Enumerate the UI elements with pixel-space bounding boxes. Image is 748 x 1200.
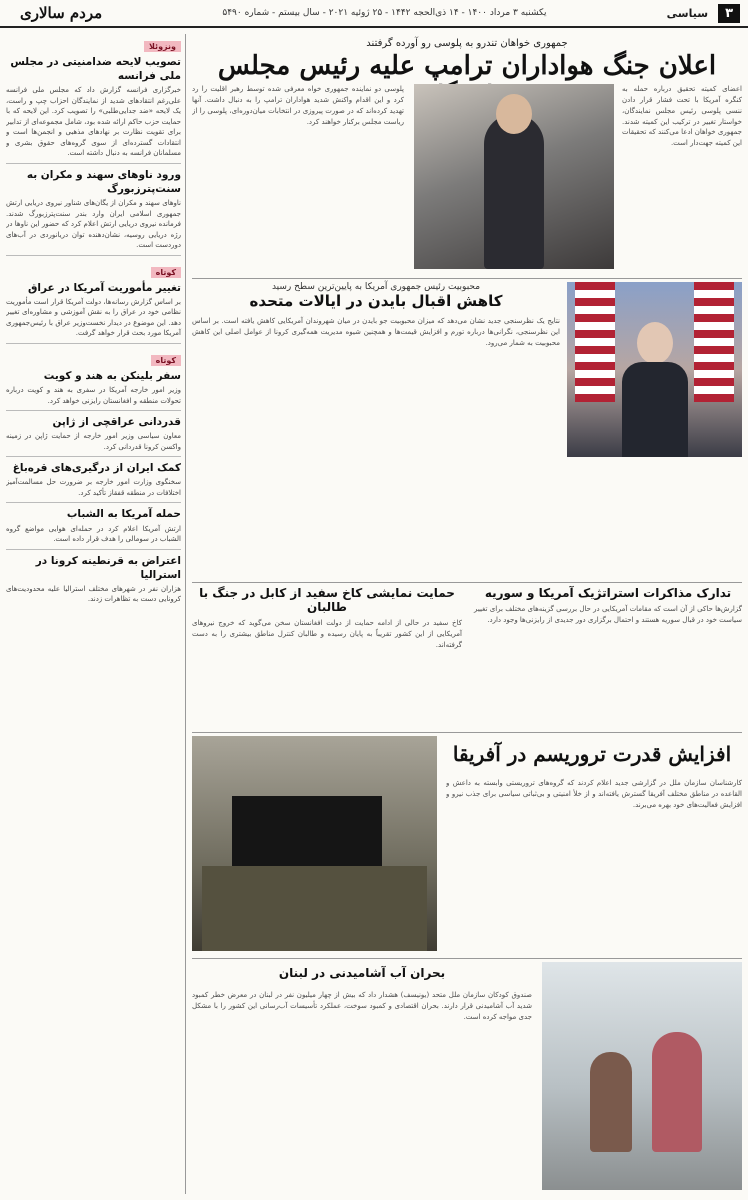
divider	[192, 582, 742, 583]
lebanon-body: صندوق کودکان سازمان ملل متحد (یونیسف) هشدار داد که بیش از چهار میلیون نفر در لبنان در معرض خطر کمبود شدید آب آشامیدنی قرار دارند. بحران اقتصادی و کمبود سوخت، عملکرد تأسیسات آب‌رسانی این کشور را با مشکل جدی مواجه کرده است.	[192, 991, 532, 1021]
brief-body: ناوهای سهند و مکران از یگان‌های شناور نیروی دریایی ارتش جمهوری اسلامی ایران وارد بندر سنت‌پترزبورگ شدند. فرمانده نیروی دریایی ارتش اعلام کرد که حضور این ناوها در رژه دریایی روسیه، نشان‌دهنده توان دریانوردی در آب‌های دوردست است.	[6, 199, 181, 250]
brief-item	[6, 34, 181, 159]
syria-body: گزارش‌ها حاکی از آن است که مقامات آمریکایی در حال بررسی گزینه‌های مختلف برای تغییر سیاست خود در قبال سوریه هستند و احتمال برگزاری دور جدیدی از رایزنی‌ها وجود دارد.	[474, 605, 742, 624]
afghan-headline[interactable]: حمایت نمایشی کاخ سفید از کابل در جنگ با طالبان	[199, 586, 455, 614]
brief-body: هزاران نفر در شهرهای مختلف استرالیا علیه محدودیت‌های کرونایی دست به تظاهرات زدند.	[6, 584, 181, 604]
flag-right-icon	[575, 282, 615, 402]
section-label: سیاسی	[666, 6, 709, 20]
lebanon-story	[192, 962, 742, 1194]
masthead	[0, 0, 748, 28]
newspaper-logo: مردم سالاری	[20, 4, 103, 22]
afghan-story	[192, 586, 462, 726]
brief-body: بر اساس گزارش رسانه‌ها، دولت آمریکا قرار است مأموریت نظامی خود در عراق را به نقش آموزشی و مشاوره‌ای تغییر دهد. این موضوع در دیدار نخست‌وزیر عراق با رئیس‌جمهوری آمریکا مورد بحث قرار خواهد گرفت.	[6, 297, 181, 338]
brief-item	[6, 168, 181, 251]
brief-tag: کوتاه	[151, 355, 181, 366]
divider	[6, 456, 181, 457]
flag-left-icon	[694, 282, 734, 402]
brief-body: خبرگزاری فرانسه گزارش داد که مجلس ملی فرانسه علی‌رغم انتقادهای شدید از نمایندگان احزاب چپ و راست، یک لایحه «ضد جدایی‌طلبی» را تصویب کرد. این لایحه که با حمایت حزب حاکم ارائه شده بود، شامل مجموعه‌ای از تدابیر برای تقویت نظارت بر نهادهای مذهبی و انجمن‌ها است و انتقادات گسترده‌ای از سوی گروه‌های حقوق بشری و مسلمانان فرانسه به دنبال داشته است.	[6, 86, 181, 158]
brief-body: ارتش آمریکا اعلام کرد در حمله‌ای هوایی مواضع گروه الشباب در سومالی را هدف قرار داده است.	[6, 524, 181, 544]
person-figure	[484, 114, 544, 269]
lebanon-headline[interactable]: بحران آب آشامیدنی در لبنان	[278, 966, 446, 980]
brief-item	[6, 507, 181, 544]
syria-headline[interactable]: تدارک مذاکرات استراتژیک آمریکا و سوریه	[484, 586, 732, 600]
afghan-body: کاخ سفید در حالی از ادامه حمایت از دولت افغانستان سخن می‌گوید که خروج نیروهای آمریکایی از این کشور تقریباً به پایان رسیده و طالبان کنترل مناطق بیشتری را به دست گرفته‌اند.	[192, 619, 462, 649]
brief-title[interactable]: ورود ناوهای سهند و مکران به سنت‌پترزبورگ	[26, 168, 181, 196]
divider	[6, 343, 181, 344]
lead-body-right: اعضای کمیته تحقیق درباره حمله به کنگره آمریکا با تحت فشار قرار دادن ننسی پلوسی رئیس مجلس نمایندگان، خواستار تغییر در ترکیب این کمیته شدند. جمهوری خواهان ادعا می‌کنند که تحقیقات این کمیته جهت‌دار است.	[622, 85, 742, 148]
person-figure	[590, 1052, 632, 1152]
brief-title[interactable]: اعتراض به قرنطینه کرونا در استرالیا	[35, 554, 181, 581]
brief-item	[6, 461, 181, 498]
biden-kicker: محبوبیت رئیس جمهوری آمریکا به پایین‌ترین سطح رسید	[271, 282, 481, 292]
brief-item	[6, 348, 181, 406]
divider	[6, 163, 181, 164]
brief-item	[6, 260, 181, 339]
lead-story	[192, 34, 742, 274]
brief-body: معاون سیاسی وزیر امور خارجه از حمایت ژاپن در زمینه واکسن کرونا قدردانی کرد.	[6, 432, 181, 451]
dateline: یکشنبه ۳ مرداد ۱۴۰۰ - ۱۴ ذی‌الحجه ۱۴۴۲ - ۲۵ ژوئیه ۲۰۲۱ - سال بیستم - شماره ۵۴۹۰	[222, 8, 547, 18]
person-figure	[622, 362, 688, 457]
main-content	[192, 34, 742, 1194]
brief-item	[6, 415, 181, 452]
page-number: ۳	[718, 4, 740, 23]
brief-body: وزیر امور خارجه آمریکا در سفری به هند و کویت درباره تحولات منطقه و افغانستان رایزنی خواهد کرد.	[6, 386, 181, 405]
brief-title[interactable]: کمک ایران از درگیری‌های قره‌باغ	[12, 462, 181, 475]
divider	[192, 958, 742, 959]
divider	[6, 255, 181, 256]
africa-body: کارشناسان سازمان ملل در گزارشی جدید اعلام کردند که گروه‌های تروریستی وابسته به داعش و القاعده در مناطق مختلف آفریقا گسترش یافته‌اند و از خلأ امنیتی و بی‌ثباتی سیاسی برای جذب نیرو و افزایش فعالیت‌های خود بهره می‌برند.	[446, 779, 742, 809]
lead-body-left: پلوسی دو نماینده جمهوری خواه معرفی شده توسط رهبر اقلیت را رد کرد و این اقدام واکنش شدید هواداران ترامپ را به دنبال داشت. آنها تهدید کرده‌اند که در صورت پیروزی در انتخابات میان‌دوره‌ای، پلوسی را از ریاست مجلس برکنار خواهند کرد.	[192, 85, 404, 126]
africa-photo	[192, 736, 437, 951]
divider	[192, 278, 742, 279]
brief-body: سخنگوی وزارت امور خارجه بر ضرورت حل مسالمت‌آمیز اختلافات در منطقه قفقاز تأکید کرد.	[6, 478, 181, 497]
divider	[6, 502, 181, 503]
person-figure	[652, 1032, 702, 1152]
brief-title[interactable]: قدردانی عراقچی از ژاپن	[52, 416, 181, 429]
brief-item	[6, 554, 181, 605]
brief-tag: کوتاه	[151, 267, 181, 278]
biden-headline[interactable]: کاهش اقبال بایدن در ایالات متحده	[249, 292, 503, 310]
lead-headline[interactable]: اعلان جنگ هواداران ترامپ علیه رئیس مجلس	[217, 51, 717, 81]
brief-title[interactable]: تغییر مأموریت آمریکا در عراق	[28, 281, 181, 294]
briefs-column	[6, 34, 186, 1194]
brief-tag: ونزوئلا	[144, 41, 181, 52]
divider	[6, 410, 181, 411]
person-head	[637, 322, 673, 364]
biden-story	[192, 282, 742, 582]
banner-shape	[232, 796, 382, 866]
lebanon-photo	[542, 962, 742, 1190]
brief-title[interactable]: تصویب لایحه ضدامنیتی در مجلس ملی فرانسه	[10, 56, 181, 83]
divider	[192, 732, 742, 733]
biden-photo	[567, 282, 742, 457]
divider	[6, 549, 181, 550]
brief-title[interactable]: سفر بلینکن به هند و کویت	[43, 369, 181, 382]
lead-kicker: جمهوری خواهان تندرو به پلوسی رو آورده گرفتند	[366, 38, 568, 49]
pelosi-photo	[414, 84, 614, 269]
africa-story	[192, 736, 742, 954]
brief-title[interactable]: حمله آمریکا به الشباب	[66, 508, 181, 521]
person-head	[496, 94, 532, 134]
africa-headline[interactable]: افزایش قدرت تروریسم در آفریقا	[452, 742, 732, 766]
syria-story	[474, 586, 742, 726]
soldiers-group	[202, 866, 427, 951]
biden-body: نتایج یک نظرسنجی جدید نشان می‌دهد که میزان محبوبیت جو بایدن در میان شهروندان آمریکایی کاهش یافته است. بر اساس این نظرسنجی، نگرانی‌ها درباره تورم و افزایش قیمت‌ها و همچنین شیوه مدیریت همه‌گیری کرونا از عوامل اصلی این کاهش محبوبیت به شمار می‌رود.	[192, 317, 560, 347]
